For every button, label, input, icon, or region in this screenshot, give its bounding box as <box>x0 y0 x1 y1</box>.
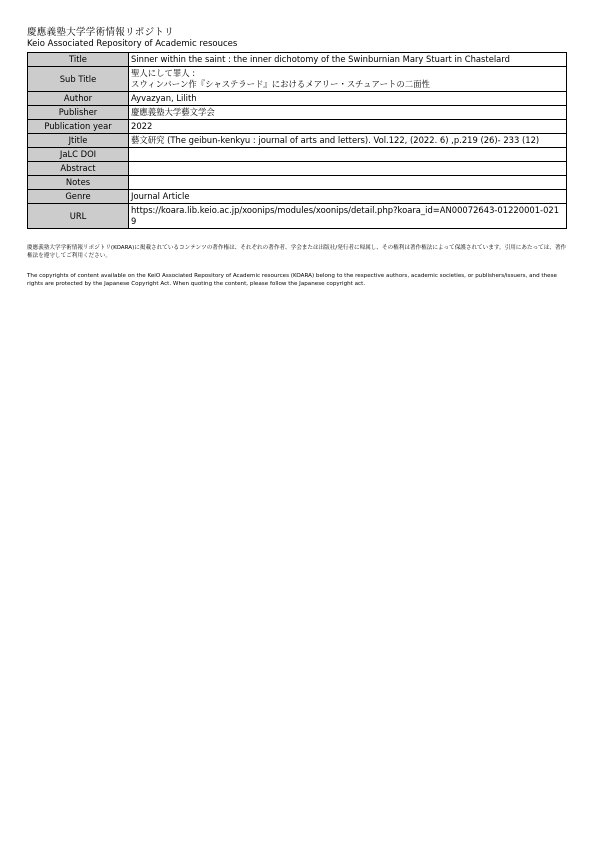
jtitle-label: Jtitle <box>28 134 129 148</box>
metadata-table <box>27 52 567 229</box>
publisher-label: Publisher <box>28 106 129 120</box>
title-label: Title <box>28 53 129 67</box>
table-row <box>28 134 567 148</box>
abstract-value <box>129 162 567 176</box>
jtitle-value: 藝文研究 (The geibun-kenkyu : journal of arts and letters). Vol.122, (2022. 6) ,p.219 (26)- 233 (12) <box>129 134 567 148</box>
publisher-value: 慶應義塾大学藝文学会 <box>129 106 567 120</box>
table-row <box>28 148 567 162</box>
table-row <box>28 204 567 229</box>
notes-value <box>129 176 567 190</box>
jalc-doi-value <box>129 148 567 162</box>
jalc-doi-label: JaLC DOI <box>28 148 129 162</box>
genre-label: Genre <box>28 190 129 204</box>
abstract-label: Abstract <box>28 162 129 176</box>
table-row <box>28 53 567 67</box>
publication-year-label: Publication year <box>28 120 129 134</box>
notes-label: Notes <box>28 176 129 190</box>
author-label: Author <box>28 92 129 106</box>
author-value: Ayvazyan, Lilith <box>129 92 567 106</box>
url-link[interactable]: https://koara.lib.keio.ac.jp/xoonips/modules/xoonips/detail.php?koara_id=AN00072643-01220001-0219 <box>129 204 567 229</box>
subtitle-value: 聖人にして罪人 : スウィンバーン作『シャステラード』におけるメアリー・スチュアートの二面性 <box>129 67 567 92</box>
genre-value: Journal Article <box>129 190 567 204</box>
table-row <box>28 190 567 204</box>
repository-name-jp: 慶應義塾大学学術情報リポジトリ <box>27 27 175 38</box>
table-row <box>28 162 567 176</box>
table-row <box>28 67 567 92</box>
table-row <box>28 176 567 190</box>
repository-name-en: Keio Associated Repository of Academic resouces <box>27 39 238 49</box>
url-label: URL <box>28 204 129 229</box>
publication-year-value: 2022 <box>129 120 567 134</box>
table-row <box>28 120 567 134</box>
subtitle-label: Sub Title <box>28 67 129 92</box>
title-value: Sinner within the saint : the inner dichotomy of the Swinburnian Mary Stuart in Chastelard <box>129 53 567 67</box>
copyright-notice-jp: 慶應義塾大学学術情報リポジトリ(KOARA)に掲載されているコンテンツの著作権は、それぞれの著作者、学会または出版社/発行者に帰属し、その権利は著作権法によって保護されています。引用にあたっては、著作権法を遵守してご利用ください。 <box>27 245 567 259</box>
table-row <box>28 92 567 106</box>
repository-header <box>27 27 237 50</box>
copyright-notice-en: The copyrights of content available on the KeiO Associated Repository of Academic resources (KOARA) belong to the respective authors, academic societies, or publishers/issuers, and these rights are protected by the Japanese Copyright Act. When quoting the content, please follow the Japanese copyright act. <box>27 273 557 287</box>
table-row <box>28 106 567 120</box>
